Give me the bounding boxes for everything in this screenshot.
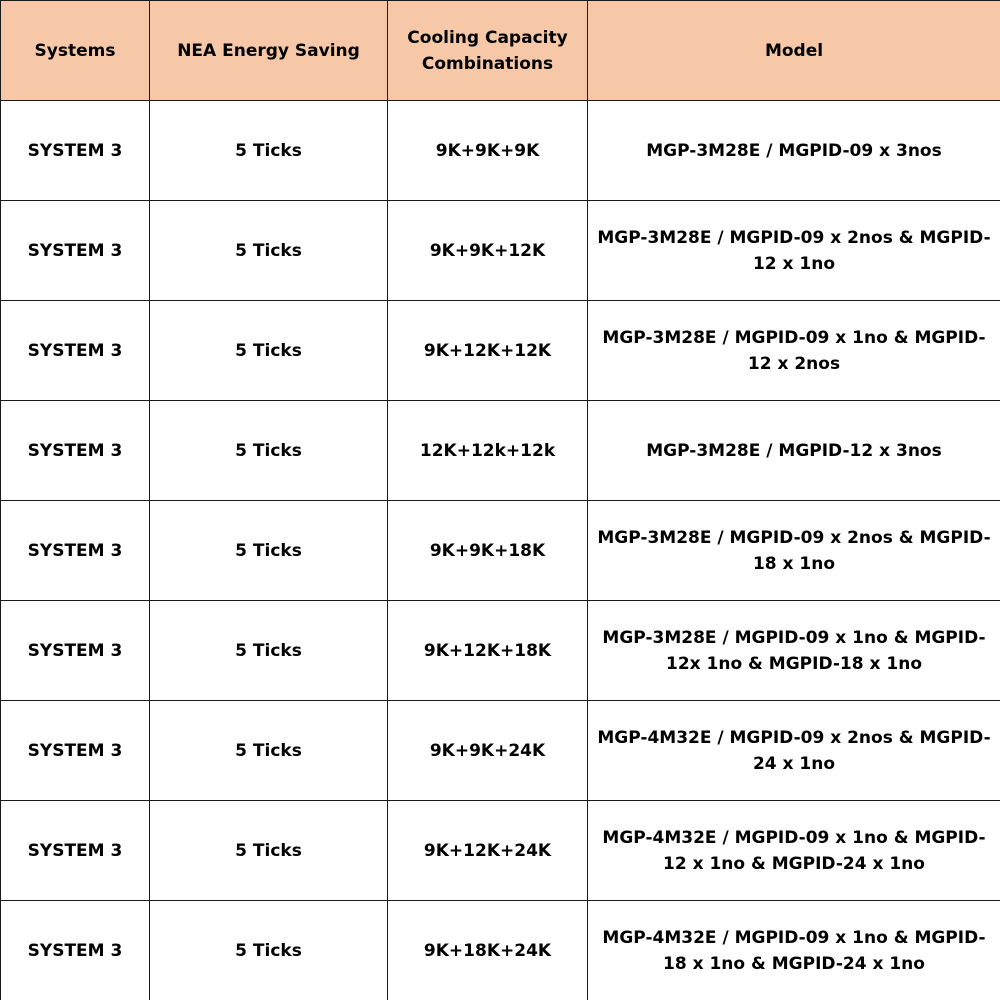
system-cell: SYSTEM 3: [1, 301, 150, 401]
table-row: [1, 401, 1000, 501]
table-row: [1, 801, 1000, 901]
combination-cell: 9K+18K+24K: [388, 901, 588, 1000]
system-cell: SYSTEM 3: [1, 801, 150, 901]
combination-cell: 9K+9K+24K: [388, 701, 588, 801]
header-cooling-capacity-combinations: Cooling Capacity Combinations: [388, 1, 588, 101]
system-cell: SYSTEM 3: [1, 201, 150, 301]
system-cell: SYSTEM 3: [1, 601, 150, 701]
table-row: [1, 901, 1000, 1000]
header-systems: Systems: [1, 1, 150, 101]
system-cell: SYSTEM 3: [1, 901, 150, 1000]
combination-cell: 9K+9K+9K: [388, 101, 588, 201]
combination-cell: 9K+12K+12K: [388, 301, 588, 401]
energy-saving-cell: 5 Ticks: [150, 801, 388, 901]
energy-saving-cell: 5 Ticks: [150, 601, 388, 701]
table-body: [1, 101, 1000, 1000]
combination-cell: 9K+9K+18K: [388, 501, 588, 601]
energy-saving-cell: 5 Ticks: [150, 901, 388, 1000]
model-cell: MGP-3M28E / MGPID-12 x 3nos: [588, 401, 1000, 501]
model-cell: MGP-3M28E / MGPID-09 x 3nos: [588, 101, 1000, 201]
system-cell: SYSTEM 3: [1, 401, 150, 501]
system-cell: SYSTEM 3: [1, 101, 150, 201]
model-cell: MGP-4M32E / MGPID-09 x 2nos & MGPID-24 x 1no: [588, 701, 1000, 801]
energy-saving-cell: 5 Ticks: [150, 401, 388, 501]
energy-saving-cell: 5 Ticks: [150, 701, 388, 801]
energy-saving-cell: 5 Ticks: [150, 301, 388, 401]
table-row: [1, 101, 1000, 201]
header-model: Model: [588, 1, 1000, 101]
table-row: [1, 701, 1000, 801]
system-cell: SYSTEM 3: [1, 701, 150, 801]
model-cell: MGP-3M28E / MGPID-09 x 2nos & MGPID-12 x 1no: [588, 201, 1000, 301]
model-cell: MGP-4M32E / MGPID-09 x 1no & MGPID-18 x 1no & MGPID-24 x 1no: [588, 901, 1000, 1000]
energy-saving-cell: 5 Ticks: [150, 201, 388, 301]
header-nea-energy-saving: NEA Energy Saving: [150, 1, 388, 101]
combination-cell: 9K+9K+12K: [388, 201, 588, 301]
table-row: [1, 601, 1000, 701]
model-cell: MGP-3M28E / MGPID-09 x 1no & MGPID-12 x 2nos: [588, 301, 1000, 401]
combination-cell: 12K+12k+12k: [388, 401, 588, 501]
table-header: [1, 1, 1000, 101]
table-row: [1, 301, 1000, 401]
model-cell: MGP-3M28E / MGPID-09 x 1no & MGPID-12x 1no & MGPID-18 x 1no: [588, 601, 1000, 701]
model-cell: MGP-4M32E / MGPID-09 x 1no & MGPID-12 x 1no & MGPID-24 x 1no: [588, 801, 1000, 901]
table-row: [1, 201, 1000, 301]
energy-saving-cell: 5 Ticks: [150, 501, 388, 601]
combination-cell: 9K+12K+18K: [388, 601, 588, 701]
energy-saving-cell: 5 Ticks: [150, 101, 388, 201]
system-cell: SYSTEM 3: [1, 501, 150, 601]
table-row: [1, 501, 1000, 601]
header-row: [1, 1, 1000, 101]
combination-cell: 9K+12K+24K: [388, 801, 588, 901]
model-cell: MGP-3M28E / MGPID-09 x 2nos & MGPID-18 x 1no: [588, 501, 1000, 601]
